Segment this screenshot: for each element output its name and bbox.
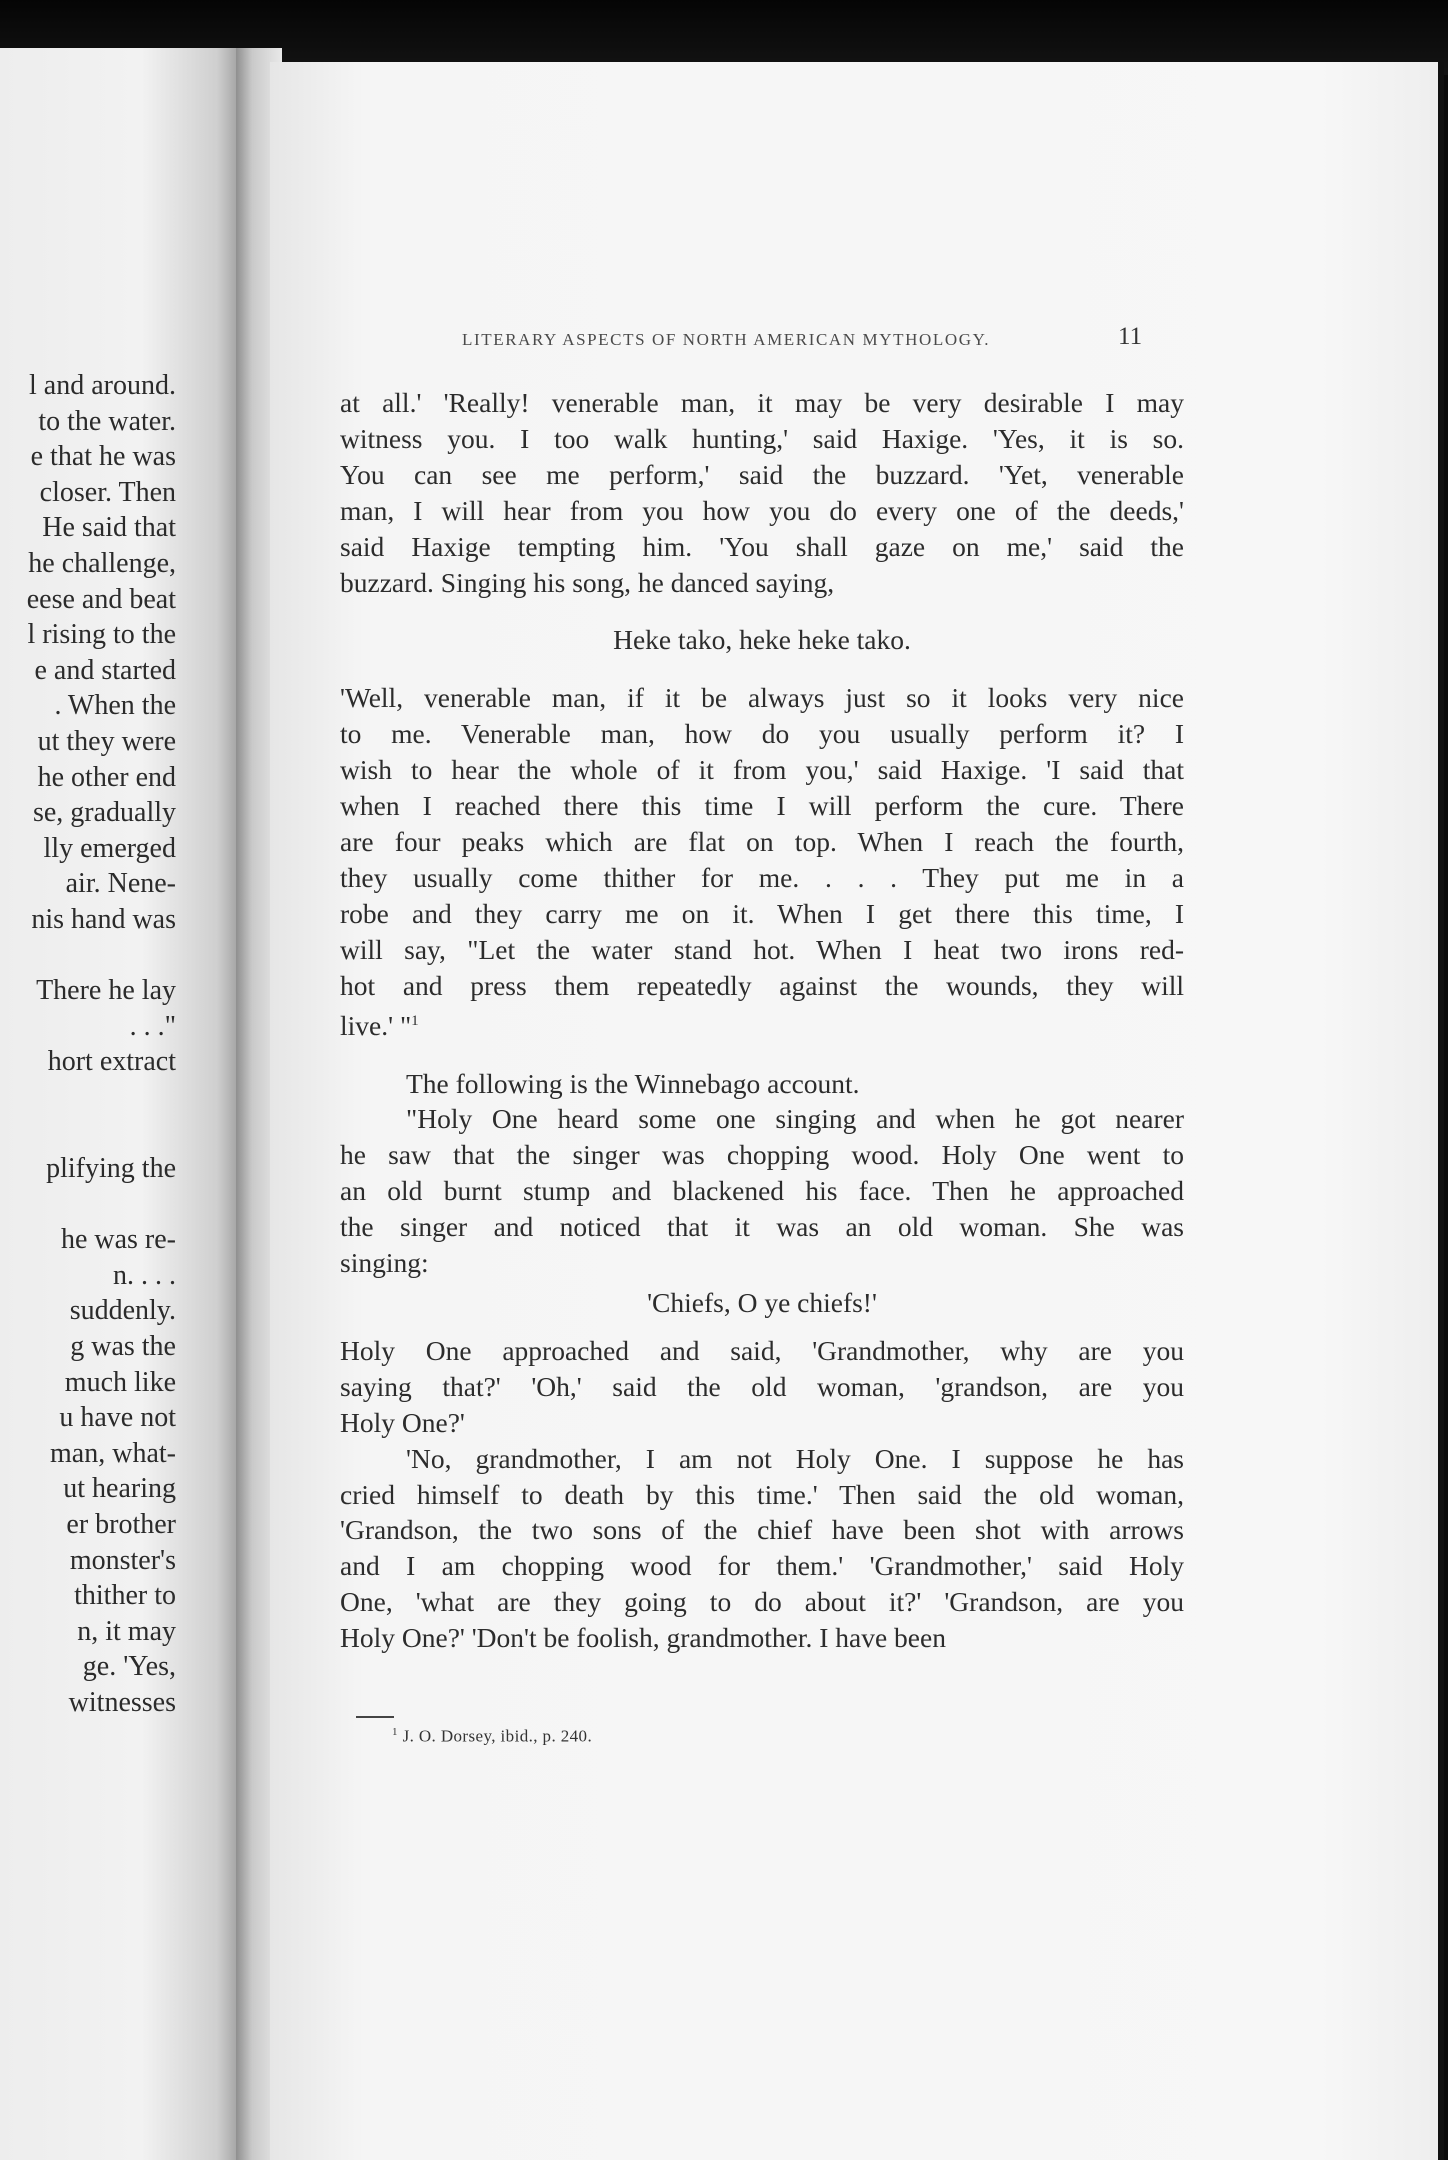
text-line: singing: — [340, 1247, 429, 1279]
left-page-line: closer. Then — [39, 476, 176, 508]
text-line: cried himself to death by this time.' Then said the old woman, — [340, 1478, 1184, 1510]
left-page-line: u have not — [59, 1402, 176, 1434]
text-line: will say, "Let the water stand hot. When I heat two irons red- — [340, 933, 1184, 965]
left-page-line — [0, 1115, 176, 1151]
left-page-line: nis hand was — [31, 903, 176, 935]
text-line: 'Grandson, the two sons of the chief have been shot with arrows — [340, 1514, 1184, 1546]
text-line: saying that?' 'Oh,' said the old woman, 'grandson, are you — [340, 1370, 1184, 1402]
left-page-line: he other end — [37, 761, 176, 793]
left-page-line — [0, 1187, 176, 1223]
text-line: One, 'what are they going to do about it?' 'Grandson, are you — [340, 1586, 1184, 1618]
footnote-reference: 1 — [411, 1012, 419, 1029]
text-line: "Holy One heard some one singing and when he got nearer — [406, 1103, 1184, 1135]
left-page-line: lly emerged — [43, 832, 176, 864]
paragraph-4 — [340, 1101, 1184, 1281]
paragraph-2 — [340, 680, 1184, 1043]
text-line: Holy One?' — [340, 1406, 465, 1438]
left-page-line: l rising to the — [27, 619, 176, 651]
left-page-line — [0, 1080, 176, 1116]
text-line: said Haxige tempting him. 'You shall gaze on me,' said the — [340, 530, 1184, 562]
text-line: at all.' 'Really! venerable man, it may be very desirable I may — [340, 387, 1184, 418]
text-line: live.' "$^1$ — [340, 1009, 419, 1041]
text-line: Holy One?' 'Don't be foolish, grandmother. I have been — [340, 1622, 946, 1654]
left-page-line: n. . . . — [113, 1259, 176, 1291]
text-line: robe and they carry me on it. When I get there this time, I — [340, 897, 1184, 929]
text-line: they usually come thither for me. . . . They put me in a — [340, 861, 1184, 893]
left-page-line: he was re- — [60, 1224, 176, 1256]
left-page-line: much like — [64, 1366, 176, 1398]
text-line: to me. Venerable man, how do you usually perform it? I — [340, 718, 1184, 750]
text-line: wish to hear the whole of it from you,' said Haxige. 'I said that — [340, 754, 1184, 786]
left-page-line: He said that — [42, 512, 176, 544]
left-page-line — [0, 938, 176, 974]
footnote-rule — [356, 1716, 394, 1718]
page-body — [340, 385, 1184, 1656]
left-page-line: air. Nene- — [65, 868, 176, 900]
left-page-line: . When the — [54, 690, 176, 722]
page-number: 11 — [1118, 323, 1143, 350]
footnote-marker: 1 — [392, 1726, 398, 1738]
left-page-line: e and started — [34, 654, 176, 686]
left-page-line: monster's — [69, 1544, 176, 1576]
left-page-line: man, what- — [50, 1437, 176, 1469]
left-page-line: thither to — [74, 1580, 176, 1612]
text-line: buzzard. Singing his song, he danced saying, — [340, 566, 835, 598]
left-page-line: There he lay — [36, 975, 176, 1007]
left-page-line: to the water. — [38, 405, 176, 437]
left-page-line: ge. 'Yes, — [82, 1651, 176, 1683]
running-head: LITERARY ASPECTS OF NORTH AMERICAN MYTHOLOGY. — [462, 330, 991, 349]
left-page-line: he challenge, — [28, 547, 176, 579]
text-line: hot and press them repeatedly against the wounds, they will — [340, 969, 1184, 1001]
text-line: the singer and noticed that it was an old woman. She was — [340, 1211, 1184, 1243]
text-line: 'Well, venerable man, if it be always just so it looks very nice — [340, 682, 1184, 714]
text-line: witness you. I too walk hunting,' said Haxige. 'Yes, it is so. — [340, 422, 1184, 454]
left-page-line: n, it may — [77, 1615, 176, 1647]
text-line: when I reached there this time I will perform the cure. There — [340, 790, 1184, 822]
song-line-heke-tako: Heke tako, heke heke tako. — [613, 624, 911, 656]
text-line: and I am chopping wood for them.' 'Grandmother,' said Holy — [340, 1550, 1184, 1582]
left-page-line: se, gradually — [32, 797, 176, 829]
text-line: Holy One approached and said, 'Grandmother, why are you — [340, 1334, 1184, 1366]
left-page-line: witnesses — [68, 1686, 176, 1718]
text-line: an old burnt stump and blackened his face. Then he approached — [340, 1175, 1184, 1207]
left-page-line: e that he was — [30, 441, 176, 473]
text-line: 'No, grandmother, I am not Holy One. I suppose he has — [406, 1442, 1184, 1474]
left-page-line: . . ." — [129, 1010, 176, 1042]
left-page-line: plifying the — [46, 1153, 176, 1185]
text-line: are four peaks which are flat on top. When I reach the fourth, — [340, 825, 1184, 857]
left-page-text-column — [0, 368, 176, 1721]
footnote-text: J. O. Dorsey, ibid., p. 240. — [402, 1726, 593, 1746]
left-page — [0, 48, 236, 2160]
left-page-line: er brother — [66, 1509, 176, 1540]
paragraph-1 — [340, 385, 1184, 600]
song-line-chiefs: 'Chiefs, O ye chiefs!' — [647, 1287, 877, 1318]
left-page-line: ut they were — [37, 725, 176, 757]
paragraph-5 — [340, 1333, 1184, 1441]
text-line: You can see me perform,' said the buzzard. 'Yet, venerable — [340, 458, 1184, 490]
footnote — [392, 1726, 592, 1747]
left-page-line: l and around. — [29, 370, 176, 401]
left-page-line: g was the — [70, 1331, 176, 1363]
left-page-line: ut hearing — [63, 1473, 176, 1505]
left-page-line: eese and beat — [26, 583, 176, 615]
left-page-line: hort extract — [47, 1046, 176, 1078]
paragraph-6 — [340, 1441, 1184, 1656]
text-line: he saw that the singer was chopping wood. Holy One went to — [340, 1139, 1184, 1171]
left-page-line: suddenly. — [69, 1295, 176, 1327]
paragraph-3: The following is the Winnebago account. — [406, 1067, 860, 1099]
text-line: man, I will hear from you how you do every one of the deeds,' — [340, 494, 1184, 526]
